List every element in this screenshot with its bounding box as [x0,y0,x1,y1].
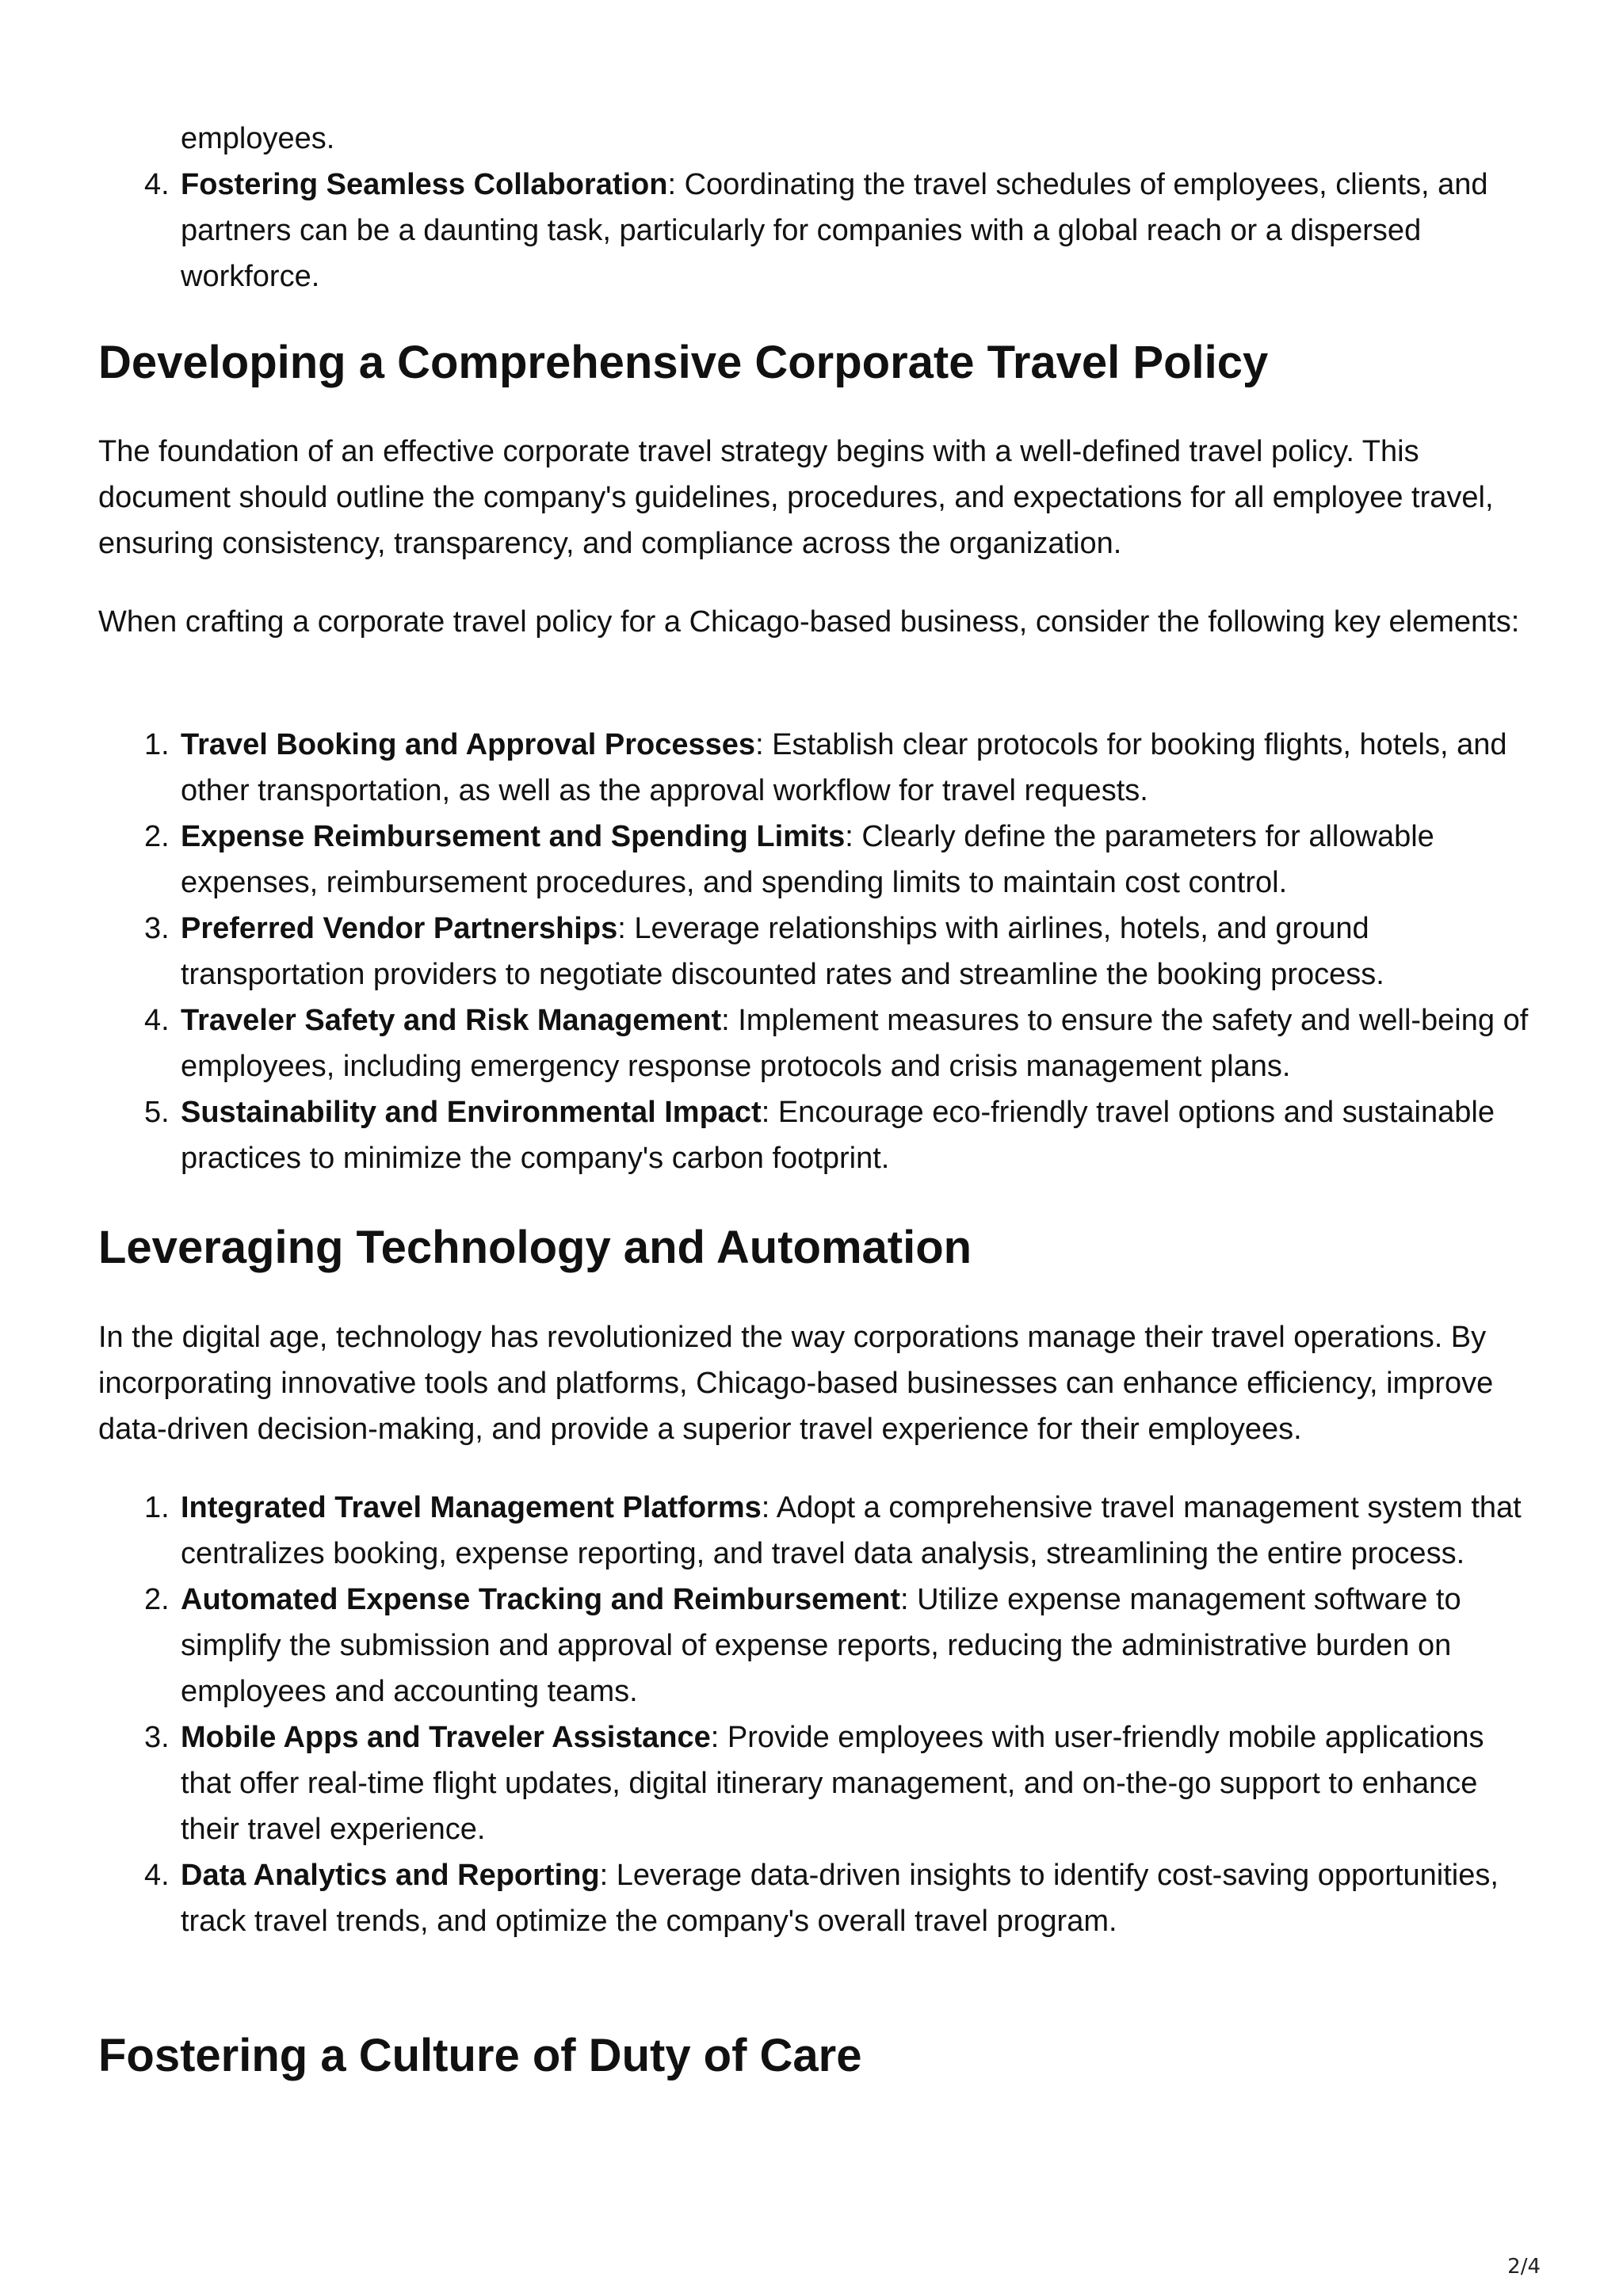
list-item [98,1852,1541,1944]
list-item-term: Integrated Travel Management Platforms [181,1491,762,1524]
travel-policy-list [98,722,1541,1181]
list-item [98,1714,1541,1852]
list-item-text: : Encourage eco-friendly travel options and sustainable practices to minimize the company's carbon footprint. [181,1096,1495,1175]
page-number: 2/4 [1507,2255,1541,2279]
list-item-number: 4. [144,168,170,201]
list-item [98,906,1541,997]
list-item [98,722,1541,814]
list-item [98,1089,1541,1181]
section-heading-technology: Leveraging Technology and Automation [98,1222,972,1273]
list-item-number: 2. [144,820,170,853]
list-item [98,814,1541,906]
list-item-term: Travel Booking and Approval Processes [181,728,756,761]
section-heading-duty-of-care: Fostering a Culture of Duty of Care [98,2030,862,2081]
list-item-text: : Establish clear protocols for booking flights, hotels, and other transportation, as well as the approval workflow for travel requests. [181,728,1507,807]
list-item-term: Automated Expense Tracking and Reimbursement [181,1583,901,1616]
list-item-number: 3. [144,1721,170,1754]
list-item [98,997,1541,1089]
list-item-number: 4. [144,1859,170,1892]
list-item-term: Sustainability and Environmental Impact [181,1096,762,1129]
list-item-text: : Implement measures to ensure the safety and well-being of employees, including emergency response protocols and crisis management plans. [181,1004,1529,1083]
list-item-text: : Adopt a comprehensive travel management system that centralizes booking, expense reporting, and travel data analysis, streamlining the entire process. [181,1491,1522,1570]
list-item-text: : Utilize expense management software to simplify the submission and approval of expense reports, reducing the administrative burden on employees and accounting teams. [181,1583,1461,1708]
list-item-number: 1. [144,728,170,761]
list-item-number: 1. [144,1491,170,1524]
list-item-term: Fostering Seamless Collaboration [181,168,668,201]
list-item-number: 2. [144,1583,170,1616]
intro-fragment: employees. [181,122,335,155]
paragraph: The foundation of an effective corporate travel strategy begins with a well-defined travel policy. This document should outline the company's guidelines, procedures, and expectations for all employee travel, ensuring consistency, transparency, and compliance across the organization. [98,435,1494,560]
intro-list [98,162,1541,299]
list-item-text: : Provide employees with user-friendly mobile applications that offer real-time flight updates, digital itinerary management, and on-the-go support to enhance their travel experience. [181,1721,1484,1846]
list-item-term: Data Analytics and Reporting [181,1859,600,1892]
paragraph: When crafting a corporate travel policy for a Chicago-based business, consider the following key elements: [98,605,1520,639]
list-item [98,162,1541,299]
list-item-term: Traveler Safety and Risk Management [181,1004,722,1037]
list-item-term: Mobile Apps and Traveler Assistance [181,1721,711,1754]
list-item-text: : Leverage relationships with airlines, hotels, and ground transportation providers to negotiate discounted rates and streamline the booking process. [181,912,1384,991]
list-item-number: 5. [144,1096,170,1129]
list-item-text: : Coordinating the travel schedules of employees, clients, and partners can be a daunting task, particularly for companies with a global reach or a dispersed workforce. [181,168,1488,293]
list-item-term: Expense Reimbursement and Spending Limits [181,820,846,853]
list-item-term: Preferred Vendor Partnerships [181,912,618,945]
list-item [98,1485,1541,1577]
section-heading-travel-policy: Developing a Comprehensive Corporate Travel Policy [98,337,1269,388]
list-item [98,1577,1541,1714]
list-item-text: : Clearly define the parameters for allowable expenses, reimbursement procedures, and spending limits to maintain cost control. [181,820,1434,899]
list-item-number: 4. [144,1004,170,1037]
paragraph: In the digital age, technology has revolutionized the way corporations manage their travel operations. By incorporating innovative tools and platforms, Chicago-based businesses can enhance efficiency, improve data-driven decision-making, and provide a superior travel experience for their employees. [98,1321,1494,1446]
list-item-number: 3. [144,912,170,945]
technology-list [98,1485,1541,1944]
list-item-text: : Leverage data-driven insights to identify cost-saving opportunities, track travel trends, and optimize the company's overall travel program. [181,1859,1499,1938]
